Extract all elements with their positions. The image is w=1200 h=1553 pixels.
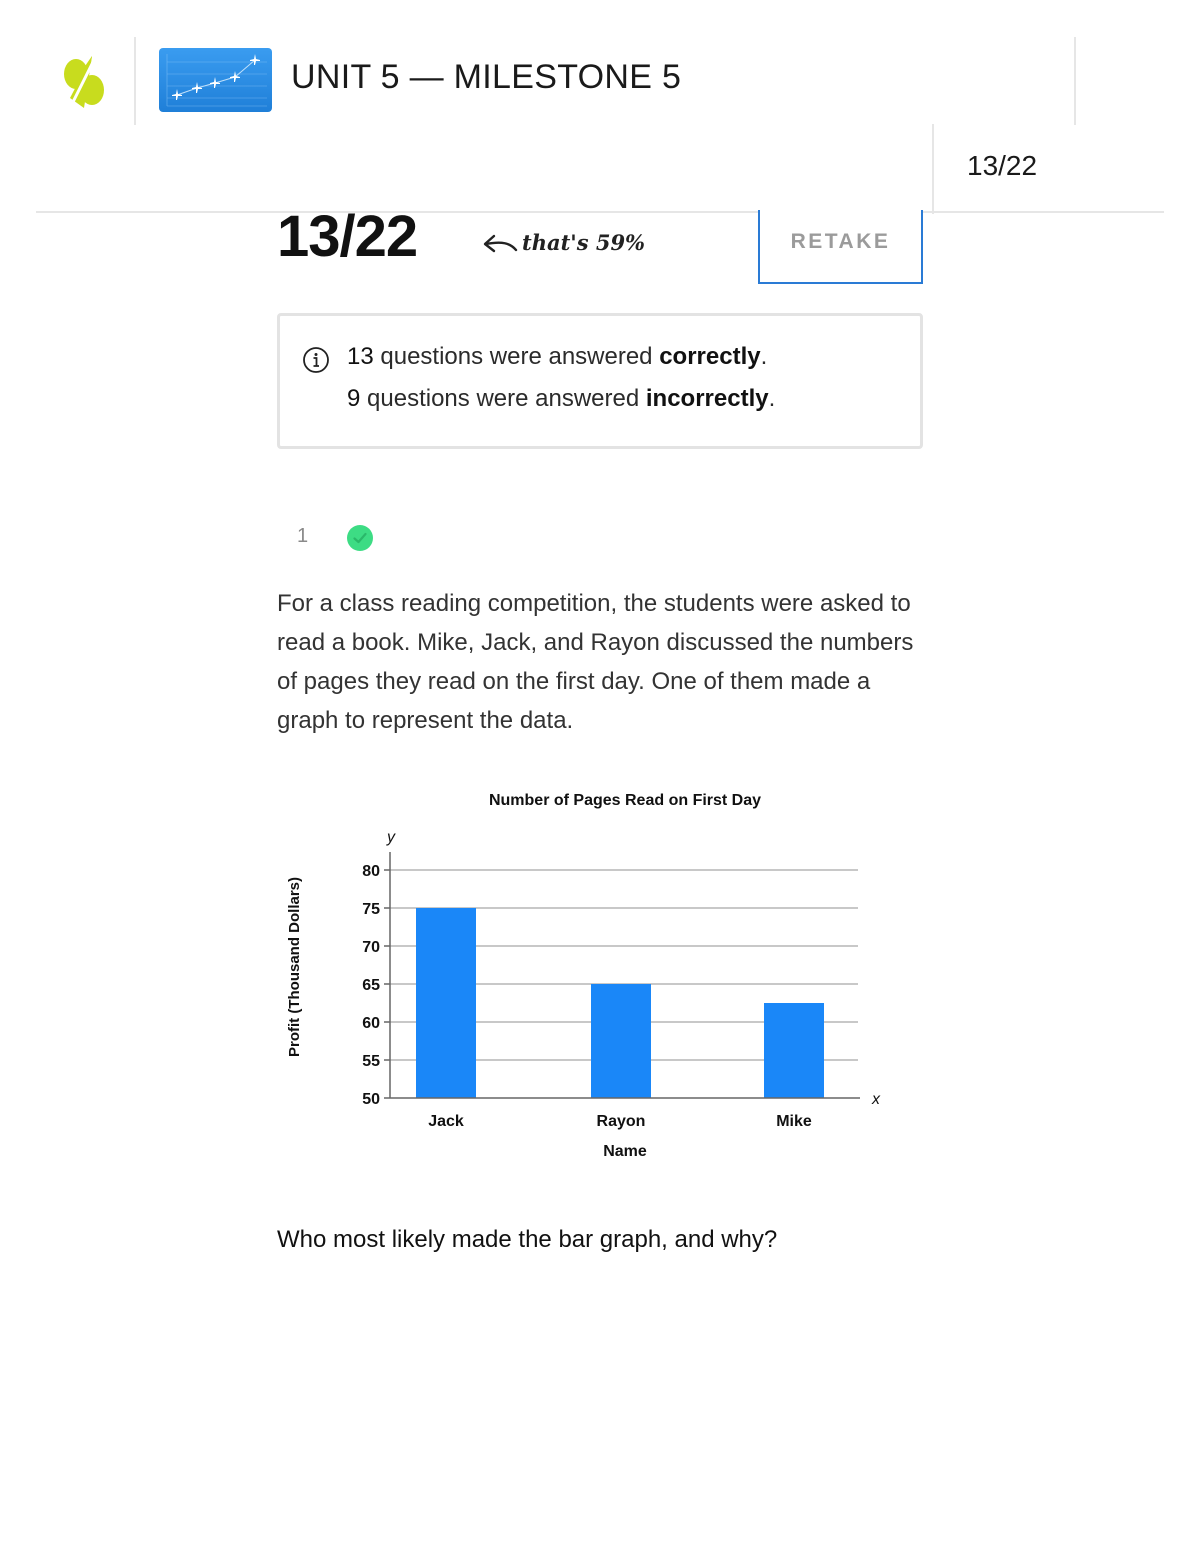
correct-check-icon xyxy=(346,524,374,552)
course-thumbnail xyxy=(159,48,272,112)
y-tick-label: 75 xyxy=(362,901,380,918)
x-axis-label: Name xyxy=(603,1143,647,1160)
header-divider xyxy=(134,37,136,125)
bar-jack xyxy=(416,908,476,1098)
results-info-box xyxy=(277,313,923,449)
incorrect-text: questions were answered xyxy=(367,385,640,412)
score-divider xyxy=(932,124,934,214)
page-title: UNIT 5 — MILESTONE 5 xyxy=(291,58,682,96)
y-axis-variable: y xyxy=(387,829,395,846)
arrow-left-icon xyxy=(480,226,520,262)
x-tick-label: Mike xyxy=(776,1113,812,1130)
x-tick-label: Jack xyxy=(428,1113,464,1130)
score-display: 13/22 xyxy=(277,204,418,269)
y-tick-label: 65 xyxy=(362,977,380,994)
question-text: For a class reading competition, the students were asked to read a book. Mike, Jack, and Rayon discussed the numbers of pages they read on the first day. One of them made a graph to represent the data. xyxy=(277,590,914,734)
header-score: 13/22 xyxy=(967,150,1038,181)
x-tick-label: Rayon xyxy=(596,1113,646,1130)
bar-chart xyxy=(280,780,900,1170)
incorrect-count: 9 xyxy=(347,385,361,412)
question-prompt: Who most likely made the bar graph, and why? xyxy=(277,1226,778,1253)
correct-summary xyxy=(347,343,767,371)
correct-text: questions were answered xyxy=(380,343,653,370)
y-axis-label: Profit (Thousand Dollars) xyxy=(286,877,303,1057)
incorrect-summary xyxy=(347,385,775,413)
correct-count: 13 xyxy=(347,343,374,370)
percent-note: that's 59% xyxy=(522,230,646,255)
chart-title: Number of Pages Read on First Day xyxy=(488,792,762,809)
y-tick-label: 70 xyxy=(362,939,380,956)
info-icon xyxy=(302,346,330,374)
bar-mike xyxy=(764,1003,824,1098)
airplanes-graph-icon xyxy=(159,48,272,112)
bar-rayon xyxy=(591,984,651,1098)
header-divider-right xyxy=(1074,37,1076,125)
brand-logo-icon[interactable] xyxy=(62,54,108,110)
y-tick-label: 60 xyxy=(362,1015,380,1032)
y-tick-label: 80 xyxy=(362,863,380,880)
question-number: 1 xyxy=(297,525,309,547)
correct-period: . xyxy=(760,343,768,370)
incorrect-word: incorrectly xyxy=(645,385,769,412)
y-tick-label: 50 xyxy=(362,1091,380,1108)
header-separator xyxy=(36,211,1164,213)
x-axis-variable: x xyxy=(872,1091,880,1108)
incorrect-period: . xyxy=(768,385,776,412)
y-tick-label: 55 xyxy=(362,1053,380,1070)
correct-word: correctly xyxy=(659,343,761,370)
retake-button[interactable]: RETAKE xyxy=(758,210,923,284)
